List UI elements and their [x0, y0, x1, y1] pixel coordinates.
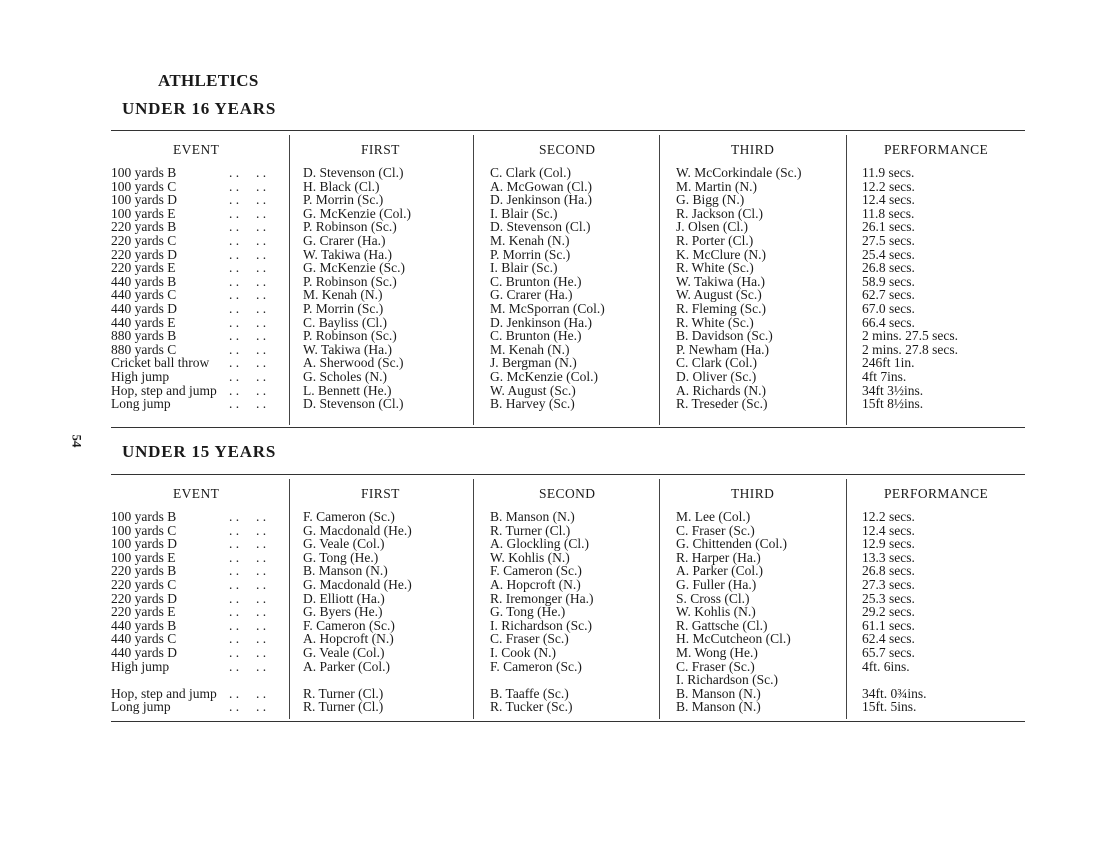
third-cell: C. Clark (Col.)	[676, 355, 757, 371]
second-cell: R. Turner (Cl.)	[490, 522, 571, 538]
third-cell: M. Martin (N.)	[676, 178, 757, 194]
first-cell: B. Manson (N.)	[303, 563, 388, 579]
leader-dots: . . . .	[229, 617, 267, 633]
second-cell: F. Cameron (Sc.)	[490, 563, 582, 579]
second-cell: B. Harvey (Sc.)	[490, 396, 575, 412]
event-cell	[111, 329, 286, 343]
column-performance	[862, 510, 1022, 714]
third-cell: W. McCorkindale (Sc.)	[676, 165, 802, 180]
leader-dots: . . . .	[229, 246, 267, 262]
third-cell: G. Fuller (Ha.)	[676, 576, 757, 592]
results-table-under-16	[111, 130, 1025, 428]
performance-cell: 65.7 secs.	[862, 644, 915, 660]
event-name: 440 yards D	[111, 300, 177, 316]
performance-cell: 62.7 secs.	[862, 287, 915, 303]
leader-dots: . . . .	[229, 260, 267, 276]
event-cell	[111, 302, 286, 316]
event-name: 880 yards B	[111, 328, 177, 344]
event-name: 440 yards D	[111, 644, 177, 660]
event-name: 440 yards B	[111, 617, 177, 633]
event-cell	[111, 646, 286, 660]
event-name: 100 yards C	[111, 522, 177, 538]
event-cell	[111, 537, 286, 551]
event-cell	[111, 673, 286, 687]
second-cell: A. McGowan (Cl.)	[490, 178, 592, 194]
event-name: Long jump	[111, 396, 171, 412]
first-cell: G. McKenzie (Sc.)	[303, 260, 405, 276]
performance-cell: 4ft 7ins.	[862, 368, 907, 384]
performance-cell: 12.2 secs.	[862, 178, 915, 194]
third-cell: M. Wong (He.)	[676, 644, 758, 660]
event-name: 220 yards E	[111, 260, 176, 276]
event-cell	[111, 619, 286, 633]
performance-cell: 4ft. 6ins.	[862, 658, 910, 674]
column-event	[111, 510, 289, 714]
first-cell: L. Bennett (He.)	[303, 382, 392, 398]
event-cell	[111, 397, 286, 411]
event-name: 220 yards E	[111, 604, 176, 620]
leader-dots: . . . .	[229, 341, 267, 357]
leader-dots: . . . .	[229, 536, 267, 552]
event-cell	[111, 700, 286, 714]
column-divider	[289, 135, 290, 425]
third-cell: B. Manson (N.)	[676, 685, 761, 701]
second-cell: C. Clark (Col.)	[490, 165, 571, 180]
first-cell	[303, 673, 473, 687]
column-header-third: THIRD	[731, 142, 775, 157]
third-cell: M. Lee (Col.)	[676, 509, 751, 524]
third-cell: W. August (Sc.)	[676, 287, 762, 303]
event-name: 220 yards D	[111, 590, 177, 606]
second-cell: D. Stevenson (Cl.)	[490, 219, 591, 235]
event-cell	[111, 261, 286, 275]
leader-dots: . . . .	[229, 576, 267, 592]
performance-cell: 2 mins. 27.8 secs.	[862, 341, 958, 357]
third-cell: R. Gattsche (Cl.)	[676, 617, 768, 633]
third-cell: P. Newham (Ha.)	[676, 341, 769, 357]
event-cell	[111, 605, 286, 619]
event-cell	[111, 180, 286, 194]
second-cell: R. Iremonger (Ha.)	[490, 590, 594, 606]
column-divider	[473, 135, 474, 425]
column-third	[676, 510, 846, 714]
second-cell: C. Fraser (Sc.)	[490, 631, 569, 647]
event-name: High jump	[111, 368, 170, 384]
event-name: Hop, step and jump	[111, 685, 217, 701]
column-header-first: FIRST	[361, 142, 400, 157]
second-cell: G. Tong (He.)	[490, 604, 566, 620]
performance-cell: 13.3 secs.	[862, 549, 915, 565]
event-name: 100 yards D	[111, 536, 177, 552]
leader-dots: . . . .	[229, 644, 267, 660]
second-cell: C. Brunton (He.)	[490, 273, 582, 289]
leader-dots: . . . .	[229, 219, 267, 235]
leader-dots: . . . .	[229, 549, 267, 565]
event-cell	[111, 632, 286, 646]
performance-cell: 58.9 secs.	[862, 273, 915, 289]
third-cell: S. Cross (Cl.)	[676, 590, 750, 606]
first-cell: C. Bayliss (Cl.)	[303, 314, 388, 330]
leader-dots: . . . .	[229, 165, 267, 180]
second-cell	[490, 673, 660, 687]
third-cell: C. Fraser (Sc.)	[676, 658, 755, 674]
first-cell: W. Takiwa (Ha.)	[303, 246, 393, 262]
first-cell: G. Byers (He.)	[303, 604, 383, 620]
page-title: ATHLETICS	[158, 71, 259, 90]
performance-cell: 27.3 secs.	[862, 576, 915, 592]
event-cell	[111, 564, 286, 578]
performance-cell: 34ft. 0¾ins.	[862, 685, 927, 701]
third-cell: H. McCutcheon (Cl.)	[676, 631, 791, 647]
column-header-second: SECOND	[539, 486, 596, 501]
second-cell: D. Jenkinson (Ha.)	[490, 192, 592, 208]
event-name: Long jump	[111, 699, 171, 715]
third-cell: W. Kohlis (N.)	[676, 604, 756, 620]
second-cell: F. Cameron (Sc.)	[490, 658, 582, 674]
second-cell: W. Kohlis (N.)	[490, 549, 570, 565]
event-cell	[111, 551, 286, 565]
leader-dots: . . . .	[229, 368, 267, 384]
performance-cell: 26.8 secs.	[862, 260, 915, 276]
event-name: 880 yards C	[111, 341, 177, 357]
performance-cell: 25.3 secs.	[862, 590, 915, 606]
second-cell: I. Cook (N.)	[490, 644, 556, 660]
event-cell	[111, 687, 286, 701]
third-cell: B. Davidson (Sc.)	[676, 328, 773, 344]
column-header-first: FIRST	[361, 486, 400, 501]
third-cell: R. White (Sc.)	[676, 260, 754, 276]
performance-cell: 12.4 secs.	[862, 192, 915, 208]
leader-dots: . . . .	[229, 563, 267, 579]
third-cell: R. Jackson (Cl.)	[676, 205, 763, 221]
column-header-second: SECOND	[539, 142, 596, 157]
first-cell: P. Morrin (Sc.)	[303, 192, 384, 208]
third-cell: R. Treseder (Sc.)	[676, 396, 768, 412]
first-cell: P. Morrin (Sc.)	[303, 300, 384, 316]
first-cell: A. Hopcroft (N.)	[303, 631, 394, 647]
performance-cell: 246ft 1in.	[862, 355, 915, 371]
column-first	[303, 510, 473, 714]
performance-cell: 11.9 secs.	[862, 165, 915, 180]
leader-dots: . . . .	[229, 232, 267, 248]
performance-cell: 34ft 3½ins.	[862, 382, 924, 398]
third-cell: R. White (Sc.)	[676, 314, 754, 330]
event-name: 100 yards C	[111, 178, 177, 194]
first-cell: P. Robinson (Sc.)	[303, 219, 397, 235]
performance-cell: 26.1 secs.	[862, 219, 915, 235]
event-name: 220 yards B	[111, 219, 177, 235]
event-name: 220 yards C	[111, 232, 177, 248]
first-cell: F. Cameron (Sc.)	[303, 617, 395, 633]
first-cell: H. Black (Cl.)	[303, 178, 380, 194]
results-table-under-15	[111, 474, 1025, 722]
event-name: High jump	[111, 658, 170, 674]
performance-cell: 15ft. 5ins.	[862, 699, 917, 715]
performance-cell: 11.8 secs.	[862, 205, 915, 221]
event-cell	[111, 234, 286, 248]
first-cell: M. Kenah (N.)	[303, 287, 383, 303]
leader-dots: . . . .	[229, 631, 267, 647]
first-cell: W. Takiwa (Ha.)	[303, 341, 393, 357]
column-header-third: THIRD	[731, 486, 775, 501]
column-header-performance: PERFORMANCE	[884, 142, 989, 157]
first-cell: G. Tong (He.)	[303, 549, 379, 565]
second-cell: I. Blair (Sc.)	[490, 205, 558, 221]
second-cell: M. Kenah (N.)	[490, 341, 570, 357]
performance-cell: 27.5 secs.	[862, 232, 915, 248]
second-cell: J. Bergman (N.)	[490, 355, 577, 371]
third-cell: J. Olsen (Cl.)	[676, 219, 748, 235]
second-cell: B. Manson (N.)	[490, 509, 575, 524]
page-number: 54	[69, 434, 85, 448]
event-cell	[111, 578, 286, 592]
column-divider	[473, 479, 474, 719]
first-cell: G. Veale (Col.)	[303, 536, 385, 552]
leader-dots: . . . .	[229, 328, 267, 344]
leader-dots: . . . .	[229, 604, 267, 620]
performance-cell: 12.2 secs.	[862, 509, 915, 524]
first-cell: R. Turner (Cl.)	[303, 685, 384, 701]
performance-cell: 26.8 secs.	[862, 563, 915, 579]
event-cell	[111, 207, 286, 221]
leader-dots: . . . .	[229, 658, 267, 674]
event-cell	[111, 510, 286, 524]
performance-cell: 29.2 secs.	[862, 604, 915, 620]
leader-dots: . . . .	[229, 590, 267, 606]
leader-dots: . . . .	[229, 314, 267, 330]
second-cell: R. Tucker (Sc.)	[490, 699, 573, 715]
column-second	[490, 166, 660, 411]
leader-dots: . . . .	[229, 522, 267, 538]
second-cell: I. Richardson (Sc.)	[490, 617, 592, 633]
event-name: 440 yards C	[111, 631, 177, 647]
first-cell: D. Stevenson (Cl.)	[303, 165, 404, 180]
event-name: Hop, step and jump	[111, 382, 217, 398]
column-performance	[862, 166, 1022, 411]
third-cell: K. McClure (N.)	[676, 246, 766, 262]
third-cell: G. Chittenden (Col.)	[676, 536, 787, 552]
event-cell	[111, 524, 286, 538]
performance-cell: 2 mins. 27.5 secs.	[862, 328, 958, 344]
event-cell	[111, 384, 286, 398]
event-name: 100 yards D	[111, 192, 177, 208]
event-cell	[111, 356, 286, 370]
event-cell	[111, 193, 286, 207]
event-name: 100 yards B	[111, 165, 177, 180]
first-cell: D. Elliott (Ha.)	[303, 590, 385, 606]
event-name: 100 yards B	[111, 509, 177, 524]
third-cell: A. Parker (Col.)	[676, 563, 763, 579]
event-cell	[111, 288, 286, 302]
leader-dots: . . . .	[229, 205, 267, 221]
first-cell: G. Veale (Col.)	[303, 644, 385, 660]
third-cell: I. Richardson (Sc.)	[676, 672, 778, 688]
first-cell: G. Macdonald (He.)	[303, 576, 412, 592]
third-cell: B. Manson (N.)	[676, 699, 761, 715]
third-cell: R. Fleming (Sc.)	[676, 300, 766, 316]
column-divider	[846, 479, 847, 719]
event-name: Cricket ball throw	[111, 355, 210, 371]
leader-dots: . . . .	[229, 273, 267, 289]
first-cell: P. Robinson (Sc.)	[303, 328, 397, 344]
column-event	[111, 166, 289, 411]
column-header-event: EVENT	[173, 486, 220, 501]
leader-dots: . . . .	[229, 509, 267, 524]
second-cell: I. Blair (Sc.)	[490, 260, 558, 276]
first-cell: F. Cameron (Sc.)	[303, 509, 395, 524]
performance-cell: 12.4 secs.	[862, 522, 915, 538]
event-name: 100 yards E	[111, 205, 176, 221]
first-cell: G. McKenzie (Col.)	[303, 205, 411, 221]
leader-dots: . . . .	[229, 192, 267, 208]
performance-cell: 67.0 secs.	[862, 300, 915, 316]
second-cell: W. August (Sc.)	[490, 382, 576, 398]
leader-dots: . . . .	[229, 178, 267, 194]
leader-dots: . . . .	[229, 300, 267, 316]
column-divider	[846, 135, 847, 425]
event-name: 220 yards D	[111, 246, 177, 262]
event-name: 440 yards C	[111, 287, 177, 303]
third-cell: W. Takiwa (Ha.)	[676, 273, 766, 289]
second-cell: M. Kenah (N.)	[490, 232, 570, 248]
event-cell	[111, 592, 286, 606]
second-cell: A. Hopcroft (N.)	[490, 576, 581, 592]
event-cell	[111, 660, 286, 674]
event-name: 100 yards E	[111, 549, 176, 565]
column-header-performance: PERFORMANCE	[884, 486, 989, 501]
first-cell: G. Macdonald (He.)	[303, 522, 412, 538]
third-cell: D. Oliver (Sc.)	[676, 368, 757, 384]
first-cell: A. Sherwood (Sc.)	[303, 355, 404, 371]
first-cell: D. Stevenson (Cl.)	[303, 396, 404, 412]
leader-dots: . . . .	[229, 699, 267, 715]
first-cell: P. Robinson (Sc.)	[303, 273, 397, 289]
event-name: 220 yards B	[111, 563, 177, 579]
performance-cell	[862, 673, 1022, 687]
column-third	[676, 166, 846, 411]
leader-dots: . . . .	[229, 396, 267, 412]
third-cell: R. Harper (Ha.)	[676, 549, 761, 565]
event-cell	[111, 275, 286, 289]
second-cell: D. Jenkinson (Ha.)	[490, 314, 592, 330]
second-cell: G. Crarer (Ha.)	[490, 287, 573, 303]
second-cell: C. Brunton (He.)	[490, 328, 582, 344]
column-header-event: EVENT	[173, 142, 220, 157]
second-cell: B. Taaffe (Sc.)	[490, 685, 569, 701]
third-cell: A. Richards (N.)	[676, 382, 766, 398]
section-heading-under-16: UNDER 16 YEARS	[122, 99, 277, 118]
performance-cell: 15ft 8½ins.	[862, 396, 924, 412]
leader-dots: . . . .	[229, 685, 267, 701]
event-name: 440 yards B	[111, 273, 177, 289]
column-divider	[289, 479, 290, 719]
event-cell	[111, 316, 286, 330]
event-cell	[111, 220, 286, 234]
second-cell: M. McSporran (Col.)	[490, 300, 605, 316]
first-cell: G. Scholes (N.)	[303, 368, 387, 384]
third-cell: C. Fraser (Sc.)	[676, 522, 755, 538]
third-cell: G. Bigg (N.)	[676, 192, 745, 208]
event-cell	[111, 248, 286, 262]
performance-cell: 12.9 secs.	[862, 536, 915, 552]
event-cell	[111, 370, 286, 384]
second-cell: P. Morrin (Sc.)	[490, 246, 571, 262]
leader-dots: . . . .	[229, 355, 267, 371]
event-name: 220 yards C	[111, 576, 177, 592]
first-cell: A. Parker (Col.)	[303, 658, 390, 674]
second-cell: A. Glockling (Cl.)	[490, 536, 589, 552]
performance-cell: 25.4 secs.	[862, 246, 915, 262]
column-first	[303, 166, 473, 411]
column-second	[490, 510, 660, 714]
first-cell: G. Crarer (Ha.)	[303, 232, 386, 248]
event-name: 440 yards E	[111, 314, 176, 330]
second-cell: G. McKenzie (Col.)	[490, 368, 598, 384]
event-cell	[111, 343, 286, 357]
leader-dots: . . . .	[229, 382, 267, 398]
performance-cell: 62.4 secs.	[862, 631, 915, 647]
performance-cell: 66.4 secs.	[862, 314, 915, 330]
event-cell	[111, 166, 286, 180]
first-cell: R. Turner (Cl.)	[303, 699, 384, 715]
section-heading-under-15: UNDER 15 YEARS	[122, 442, 277, 461]
leader-dots: . . . .	[229, 287, 267, 303]
third-cell: R. Porter (Cl.)	[676, 232, 754, 248]
performance-cell: 61.1 secs.	[862, 617, 915, 633]
